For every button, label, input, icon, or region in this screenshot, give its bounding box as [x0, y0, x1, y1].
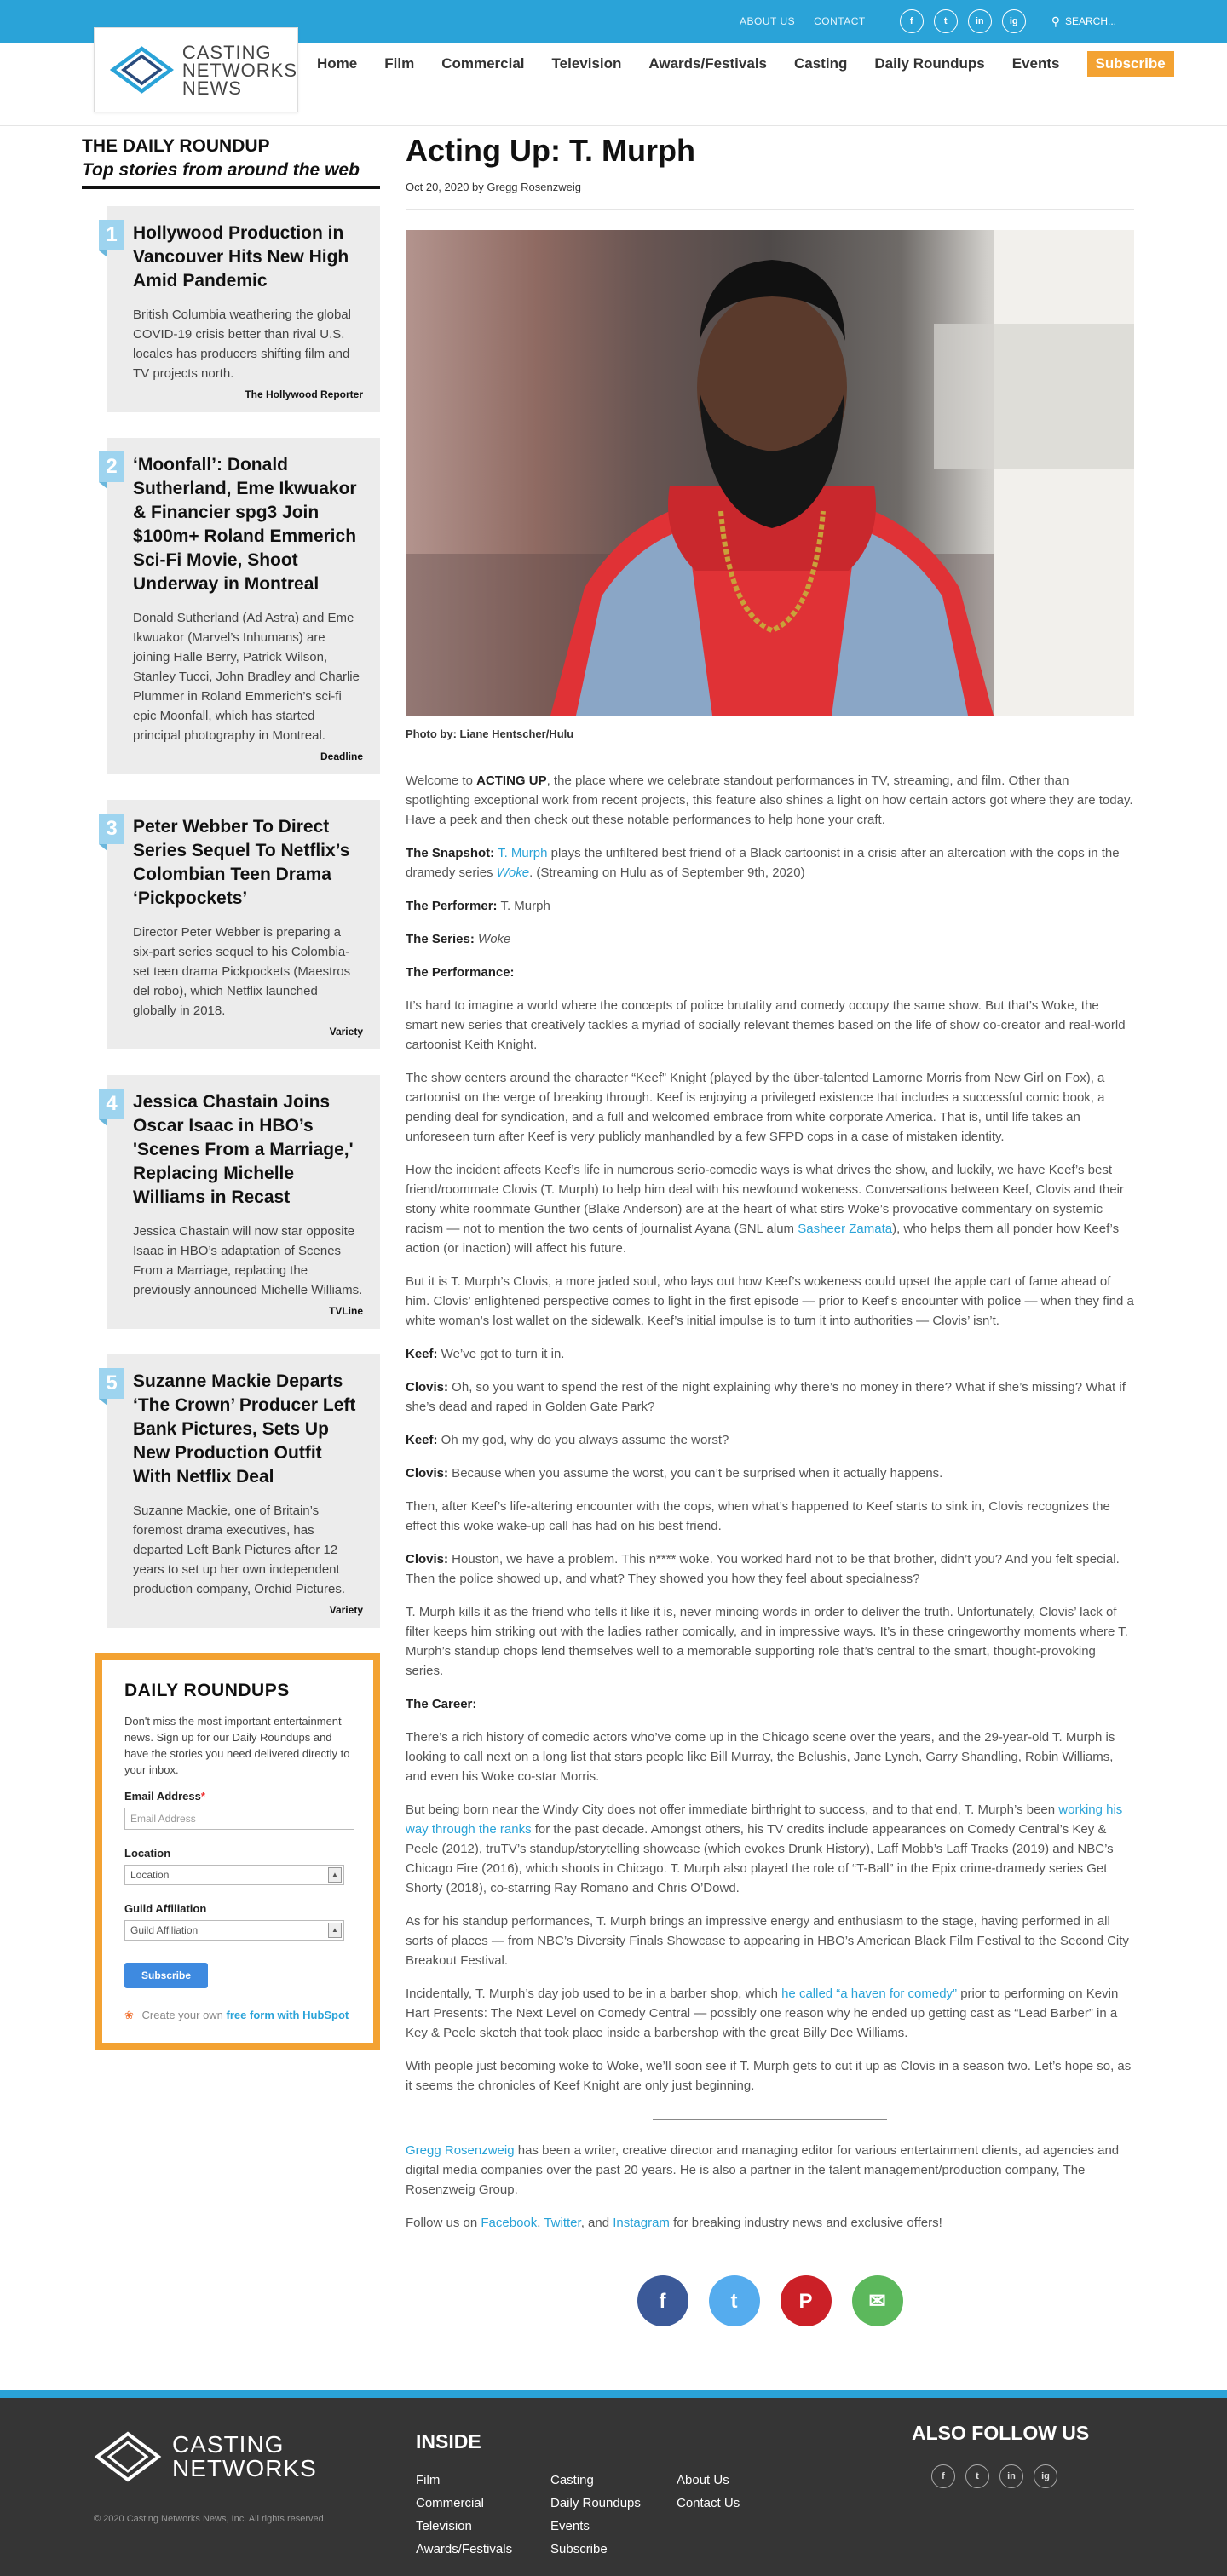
- story-number-badge: 2: [99, 451, 124, 482]
- sidebar-title: THE DAILY ROUNDUP: [82, 136, 270, 156]
- hubspot-credit: ❀ Create your own free form with HubSpot: [124, 2009, 349, 2021]
- woke-link[interactable]: Woke: [496, 865, 530, 880]
- about-us-link[interactable]: ABOUT US: [739, 15, 796, 27]
- nav-subscribe-button[interactable]: Subscribe: [1087, 51, 1174, 77]
- paragraph: It’s hard to imagine a world where the concepts of police brutality and comedy occupy the same show. But that’s Woke, the smart new series that creatively tackles a myriad of socially relevant themes based on the life of show co-creator and real-world cartoonist Keith Knight.: [406, 998, 1126, 1052]
- paragraph: The show centers around the character “Keef” Knight (played by the über-talented Lamorne Morris from New Girl on Fox), a cartoonist on the verge of breaking through. Keef is enjoying a privileged existence that includes a successful comic book, a pending deal for syndication, and a full and welcomed embrace from white corporate America. That is, until life takes an unforeseen turn after Keef is very publicly manhandled by a few SFPD cops in a case of mistaken identity.: [406, 1071, 1105, 1144]
- story-excerpt: British Columbia weathering the global COVID-19 crisis better than rival U.S. locales has producers shifting film and TV projects north.: [133, 308, 351, 381]
- paragraph: Then, after Keef’s life-altering encounter with the cops, when what’s happened to Keef starts to sink in, Clovis recognizes the effect this woke wake-up call has had on his best friend.: [406, 1499, 1110, 1533]
- chevron-down-icon: ▲: [328, 1867, 342, 1883]
- paragraph: T. Murph kills it as the friend who tells it like it is, never mincing words in order to deliver the truth. Unfortunately, Clovis’ lack of filter keeps him striking out with the ladies rather comically, and in impressive ways. It’s in these cringeworthy moments where T. Murph’s standup chops lend themselves well to a memorable supporting role that’s central to the smart, thought-provoking series.: [406, 1605, 1128, 1678]
- story-title[interactable]: Jessica Chastain Joins Oscar Isaac in HBO’s 'Scenes From a Marriage,' Replacing Michelle Williams in Recast: [133, 1092, 354, 1207]
- article-hero-photo: [406, 230, 1134, 716]
- site-footer: [0, 2390, 1227, 2576]
- facebook-link[interactable]: Facebook: [481, 2216, 538, 2230]
- location-select[interactable]: Location ▲: [124, 1865, 344, 1885]
- share-buttons: [406, 2275, 1134, 2326]
- footer-link-contact-us[interactable]: Contact Us: [677, 2496, 740, 2510]
- dialogue-line: Clovis: Houston, we have a problem. This n**** woke. You worked hard not to be that brother, didn’t you? And you felt special. Then the police showed up, and what? They showed you how they feel about specialness?: [406, 1552, 1120, 1586]
- pinterest-share-icon[interactable]: P: [781, 2275, 832, 2326]
- story-source: TVLine: [328, 1305, 363, 1317]
- logo-wordmark: CASTING NETWORKS NEWS: [181, 41, 297, 99]
- twitter-link[interactable]: Twitter: [544, 2216, 581, 2230]
- search-box[interactable]: [1051, 14, 1116, 29]
- nav-awards-festivals[interactable]: Awards/Festivals: [648, 55, 767, 72]
- career-heading: The Career:: [406, 1697, 477, 1711]
- story-title[interactable]: Hollywood Production in Vancouver Hits New High Amid Pandemic: [133, 223, 349, 290]
- footer-link-television[interactable]: Television: [416, 2519, 472, 2533]
- story-title[interactable]: ‘Moonfall’: Donald Sutherland, Eme Ikwuakor & Financier spg3 Join $100m+ Roland Emmerich Sci-Fi Movie, Shoot Underway in Montreal: [133, 455, 357, 594]
- contact-link[interactable]: CONTACT: [814, 15, 866, 27]
- dialogue-line: Keef: We’ve got to turn it in.: [406, 1347, 565, 1361]
- logo-diamond-icon: [94, 2430, 162, 2483]
- article-title: Acting Up: T. Murph: [406, 133, 695, 168]
- nav-daily-roundups[interactable]: Daily Roundups: [874, 55, 985, 72]
- paragraph: But it is T. Murph’s Clovis, a more jaded soul, who lays out how Keef’s wokeness could upset the apple cart of fame ahead of him. Clovis’ enlightened perspective comes to light in the first episode — prior to Keef’s encounter with police — when they find a white woman’s lost wallet on the sidewalk. Keef’s initial impulse is to turn it into authorities — Clovis’ isn’t.: [406, 1274, 1134, 1328]
- story-number-badge: 1: [99, 220, 124, 250]
- performer-line: The Performer: T. Murph: [406, 899, 550, 913]
- story-number-badge: 5: [99, 1368, 124, 1399]
- roundup-story-3[interactable]: [107, 800, 380, 1049]
- roundup-story-5[interactable]: [107, 1354, 380, 1628]
- copyright: © 2020 Casting Networks News, Inc. All rights reserved.: [94, 2514, 326, 2524]
- footer-logo[interactable]: CASTING NETWORKS: [94, 2430, 317, 2483]
- email-field[interactable]: Email Address: [124, 1808, 354, 1830]
- sidebar-divider: [82, 186, 380, 189]
- chevron-down-icon: ▲: [328, 1923, 342, 1938]
- guild-affiliation-select[interactable]: Guild Affiliation ▲: [124, 1920, 344, 1941]
- main-header: [0, 43, 1227, 126]
- story-excerpt: Jessica Chastain will now star opposite Isaac in HBO’s adaptation of Scenes From a Marriage, replacing the previously announced Michelle Williams.: [133, 1224, 363, 1297]
- paragraph: There’s a rich history of comedic actors who’ve come up in the Chicago scene over the years, and the 29-year-old T. Murph is looking to call next on a long list that stars people like Bill Murray, the Belushis, Jane Lynch, Garry Shandling, Robin Williams, and even his Woke co-star Morris.: [406, 1730, 1115, 1784]
- logo-diamond-icon: [110, 43, 174, 97]
- footer-link-about-us[interactable]: About Us: [677, 2473, 729, 2487]
- story-source: Variety: [329, 1026, 363, 1038]
- article: [406, 133, 1134, 2326]
- main-nav: [317, 43, 1174, 85]
- dialogue-line: Clovis: Oh, so you want to spend the rest of the night explaining why there’s no money in there? What if she’s missing? What if she’s dead and raped in Golden Gate Park?: [406, 1380, 1126, 1414]
- paragraph: Incidentally, T. Murph’s day job used to be in a barber shop, which he called “a haven for comedy” prior to performing on Kevin Hart Presents: The Next Level on Comedy Central — possibly one reason why he ended up getting cast as “Lead Barber” in a Key & Peele sketch that took place inside a barbershop with the great Billy Dee Williams.: [406, 1987, 1119, 2040]
- nav-casting[interactable]: Casting: [794, 55, 848, 72]
- performance-heading: The Performance:: [406, 965, 515, 980]
- twitter-icon[interactable]: t: [965, 2464, 989, 2488]
- guild-label: Guild Affiliation: [124, 1902, 207, 1915]
- footer-link-events[interactable]: Events: [550, 2519, 590, 2533]
- daily-roundup-sidebar: [82, 136, 380, 2050]
- instagram-icon[interactable]: ig: [1002, 9, 1026, 33]
- signup-blurb: Don't miss the most important entertainment news. Sign up for our Daily Roundups and have the stories you need delivered directly to your inbox.: [124, 1715, 350, 1776]
- author-link[interactable]: Gregg Rosenzweig: [406, 2143, 515, 2158]
- newsletter-signup-form: [95, 1653, 380, 2050]
- story-source: The Hollywood Reporter: [245, 388, 363, 400]
- roundup-story-4[interactable]: [107, 1075, 380, 1329]
- story-title[interactable]: Peter Webber To Direct Series Sequel To Netflix’s Colombian Teen Drama ‘Pickpockets’: [133, 817, 350, 908]
- story-number-badge: 3: [99, 814, 124, 844]
- nav-television[interactable]: Television: [551, 55, 622, 72]
- photo-caption: Photo by: Liane Hentscher/Hulu: [406, 727, 574, 740]
- snapshot-paragraph: The Snapshot: T. Murph plays the unfiltered best friend of a Black cartoonist in a crisis after an altercation with the cops in the dramedy series Woke. (Streaming on Hulu as of September 9th, 2020): [406, 846, 1120, 880]
- haven-for-comedy-link[interactable]: he called “a haven for comedy”: [781, 1987, 958, 2001]
- nav-home[interactable]: Home: [317, 55, 358, 72]
- dialogue-line: Keef: Oh my god, why do you always assume the worst?: [406, 1433, 729, 1447]
- article-byline: Oct 20, 2020 by Gregg Rosenzweig: [406, 181, 1134, 210]
- hubspot-link[interactable]: free form with HubSpot: [226, 2009, 349, 2021]
- facebook-icon[interactable]: f: [931, 2464, 955, 2488]
- footer-link-film[interactable]: Film: [416, 2473, 441, 2487]
- story-excerpt: Suzanne Mackie, one of Britain’s foremost drama executives, has departed Left Bank Pictures after 12 years to set up her own independent production company, Orchid Pictures.: [133, 1504, 346, 1596]
- nav-events[interactable]: Events: [1011, 55, 1060, 72]
- signup-title: DAILY ROUNDUPS: [124, 1681, 290, 1700]
- footer-inside-title: INSIDE: [416, 2430, 481, 2452]
- nav-commercial[interactable]: Commercial: [441, 55, 525, 72]
- sasheer-zamata-link[interactable]: Sasheer Zamata: [798, 1222, 893, 1236]
- paragraph: But being born near the Windy City does not offer immediate birthright to success, and to that end, T. Murph’s been working his way through the ranks for the past decade. Amongst others, his TV credits include appearances on Comedy Central’s Key & Peele (2012), truTV’s standup/storytelling showcase (which evokes Drunk History), Laff Mobb’s Laff Tracks (2019) and NBC’s Chicago Fire (2016), which shoots in Chicago. T. Murph also played the role of “T-Ball” in the Epix crime-dramedy series Get Shorty (2018), co-starring Ray Romano and Chris O’Dowd.: [406, 1803, 1123, 1895]
- story-excerpt: Director Peter Webber is preparing a six-part series sequel to his Colombia-set teen drama Pickpockets (Maestros del robo), which Netflix launched globally in 2018.: [133, 925, 351, 1018]
- portrait-illustration: [406, 230, 1134, 716]
- facebook-share-icon[interactable]: f: [637, 2275, 688, 2326]
- series-line: The Series: Woke: [406, 932, 511, 946]
- story-source: Variety: [329, 1604, 363, 1616]
- nav-film[interactable]: Film: [384, 55, 415, 72]
- intro-paragraph: Welcome to ACTING UP, the place where we celebrate standout performances in TV, streaming, and film. Other than spotlighting exceptional work from recent projects, this feature also shines a light on how certain actors got where they are today. Have a peek and then check out these notable performances to help hone your craft.: [406, 773, 1133, 827]
- story-source: Deadline: [320, 750, 363, 762]
- roundup-story-2[interactable]: [107, 438, 380, 774]
- signup-subscribe-button[interactable]: Subscribe: [124, 1963, 208, 1988]
- story-number-badge: 4: [99, 1089, 124, 1119]
- paragraph: With people just becoming woke to Woke, we’ll soon see if T. Murph gets to cut it up as Clovis in a season two. Let’s hope so, as it seems the chronicles of Keef Knight are only just beginning.: [406, 2059, 1132, 2093]
- footer-col-2: [550, 2473, 641, 2565]
- author-bio: Gregg Rosenzweig has been a writer, creative director and managing editor for various entertainment clients, ad agencies and digital media companies over the past 20 years. He is also a partner in the talent management/production company, The Rosenzweig Group.: [406, 2143, 1120, 2197]
- footer-link-casting[interactable]: Casting: [550, 2473, 594, 2487]
- author-divider: [653, 2119, 887, 2120]
- site-logo[interactable]: [94, 27, 298, 112]
- twitter-icon[interactable]: t: [934, 9, 958, 33]
- location-label: Location: [124, 1847, 171, 1860]
- search-label: SEARCH...: [1064, 15, 1116, 27]
- paragraph: How the incident affects Keef’s life in numerous serio-comedic ways is what drives the show, and luckily, we have Keef’s best friend/roommate Clovis (T. Murph) to help him deal with his newfound wokeness. Conversations between Keef, Clovis and their stony white roommate Gunther (Blake Anderson) are at the heart of what stirs Woke’s provocative commentary on systemic racism — not to mention the two cents of journalist Ayana (SNL alum Sasheer Zamata), who helps them all ponder how Keef’s action (or inaction) will affect his future.: [406, 1163, 1124, 1256]
- paragraph: As for his standup performances, T. Murph brings an impressive energy and enthusiasm to the stage, having performed in all sorts of places — from NBC’s Diversity Finals Showcase to appearing in HBO’s American Black Film Festival to the Second City Breakout Festival.: [406, 1914, 1129, 1968]
- footer-col-3: [677, 2473, 740, 2519]
- footer-col-1: [416, 2473, 512, 2565]
- footer-social-icons: [931, 2464, 1068, 2488]
- story-title[interactable]: Suzanne Mackie Departs ‘The Crown’ Producer Left Bank Pictures, Sets Up New Production Outfit With Netflix Deal: [133, 1371, 356, 1486]
- instagram-link[interactable]: Instagram: [613, 2216, 670, 2230]
- follow-line: Follow us on Facebook, Twitter, and Instagram for breaking industry news and exclusive offers!: [406, 2216, 942, 2230]
- twitter-share-icon[interactable]: t: [709, 2275, 760, 2326]
- email-share-icon[interactable]: ✉: [852, 2275, 903, 2326]
- roundup-story-1[interactable]: [107, 206, 380, 412]
- ranks-link[interactable]: working his way through the ranks: [406, 1803, 1123, 1837]
- footer-link-subscribe[interactable]: Subscribe: [550, 2542, 608, 2556]
- instagram-icon[interactable]: ig: [1034, 2464, 1057, 2488]
- article-body: [406, 771, 1134, 2326]
- story-excerpt: Donald Sutherland (Ad Astra) and Eme Ikwuakor (Marvel’s Inhumans) are joining Halle Berry, Patrick Wilson, Stanley Tucci, John Bradley and Charlie Plummer in Roland Emmerich’s sci-fi epic Moonfall, which has started principal photography in Montreal.: [133, 611, 360, 743]
- search-icon[interactable]: ⚲: [1051, 14, 1060, 28]
- t-murph-link[interactable]: T. Murph: [498, 846, 548, 860]
- footer-link-daily-roundups[interactable]: Daily Roundups: [550, 2496, 641, 2510]
- linkedin-icon[interactable]: in: [999, 2464, 1023, 2488]
- footer-follow-title: ALSO FOLLOW US: [912, 2422, 1090, 2444]
- footer-link-commercial[interactable]: Commercial: [416, 2496, 485, 2510]
- facebook-icon[interactable]: f: [900, 9, 924, 33]
- email-label: Email Address*: [124, 1790, 205, 1803]
- dialogue-line: Clovis: Because when you assume the worst, you can’t be surprised when it actually happens.: [406, 1466, 943, 1481]
- hubspot-icon: ❀: [124, 2009, 134, 2021]
- top-social-icons: [890, 9, 1026, 33]
- linkedin-icon[interactable]: in: [968, 9, 992, 33]
- sidebar-subtitle: Top stories from around the web: [82, 160, 360, 180]
- footer-link-awards[interactable]: Awards/Festivals: [416, 2542, 513, 2556]
